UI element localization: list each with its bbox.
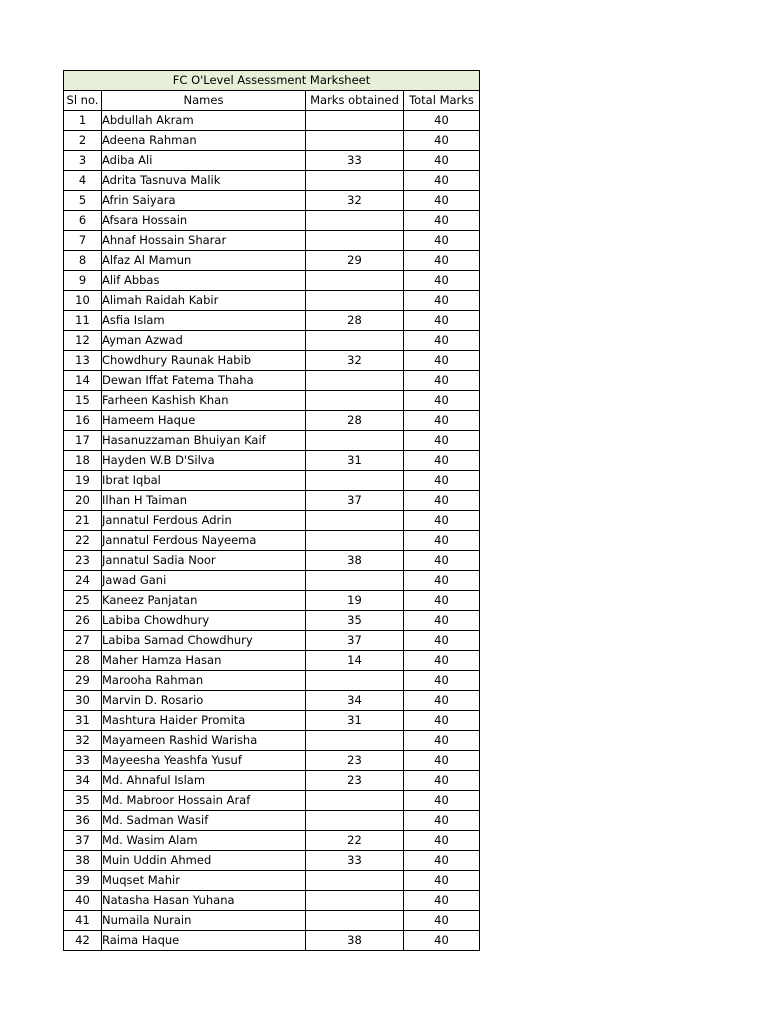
table-row bbox=[64, 131, 480, 151]
cell-name[interactable]: Alimah Raidah Kabir bbox=[102, 291, 306, 311]
cell-total-marks[interactable]: 40 bbox=[404, 171, 480, 191]
cell-name[interactable]: Muin Uddin Ahmed bbox=[102, 851, 306, 871]
cell-marks-obtained[interactable] bbox=[306, 891, 404, 911]
cell-total-marks[interactable]: 40 bbox=[404, 471, 480, 491]
cell-total-marks[interactable]: 40 bbox=[404, 571, 480, 591]
cell-name[interactable]: Labiba Samad Chowdhury bbox=[102, 631, 306, 651]
table-row bbox=[64, 571, 480, 591]
cell-name[interactable]: Adrita Tasnuva Malik bbox=[102, 171, 306, 191]
cell-sl-no[interactable]: 26 bbox=[64, 611, 102, 631]
cell-name[interactable]: Abdullah Akram bbox=[102, 111, 306, 131]
table-row bbox=[64, 511, 480, 531]
cell-sl-no[interactable]: 33 bbox=[64, 751, 102, 771]
table-row bbox=[64, 871, 480, 891]
title-row bbox=[64, 71, 480, 91]
cell-sl-no[interactable]: 8 bbox=[64, 251, 102, 271]
cell-name[interactable]: Raima Haque bbox=[102, 931, 306, 951]
table-row bbox=[64, 351, 480, 371]
cell-name[interactable]: Jannatul Ferdous Nayeema bbox=[102, 531, 306, 551]
cell-marks-obtained[interactable]: 38 bbox=[306, 931, 404, 951]
table-row bbox=[64, 431, 480, 451]
cell-total-marks[interactable]: 40 bbox=[404, 251, 480, 271]
cell-total-marks[interactable]: 40 bbox=[404, 451, 480, 471]
cell-marks-obtained[interactable]: 33 bbox=[306, 851, 404, 871]
cell-marks-obtained[interactable] bbox=[306, 111, 404, 131]
cell-marks-obtained[interactable] bbox=[306, 331, 404, 351]
cell-sl-no[interactable]: 31 bbox=[64, 711, 102, 731]
cell-total-marks[interactable]: 40 bbox=[404, 791, 480, 811]
table-row bbox=[64, 171, 480, 191]
cell-marks-obtained[interactable] bbox=[306, 471, 404, 491]
cell-total-marks[interactable]: 40 bbox=[404, 911, 480, 931]
cell-sl-no[interactable]: 30 bbox=[64, 691, 102, 711]
cell-sl-no[interactable]: 34 bbox=[64, 771, 102, 791]
cell-sl-no[interactable]: 4 bbox=[64, 171, 102, 191]
cell-marks-obtained[interactable] bbox=[306, 131, 404, 151]
cell-total-marks[interactable]: 40 bbox=[404, 111, 480, 131]
table-row bbox=[64, 671, 480, 691]
table-row bbox=[64, 251, 480, 271]
cell-sl-no[interactable]: 42 bbox=[64, 931, 102, 951]
cell-sl-no[interactable]: 7 bbox=[64, 231, 102, 251]
cell-total-marks[interactable]: 40 bbox=[404, 311, 480, 331]
cell-name[interactable]: Mayeesha Yeashfa Yusuf bbox=[102, 751, 306, 771]
cell-marks-obtained[interactable]: 32 bbox=[306, 191, 404, 211]
table-row bbox=[64, 691, 480, 711]
cell-total-marks[interactable]: 40 bbox=[404, 891, 480, 911]
cell-marks-obtained[interactable]: 31 bbox=[306, 451, 404, 471]
cell-marks-obtained[interactable] bbox=[306, 571, 404, 591]
cell-total-marks[interactable]: 40 bbox=[404, 751, 480, 771]
cell-marks-obtained[interactable]: 23 bbox=[306, 771, 404, 791]
table-row bbox=[64, 471, 480, 491]
cell-sl-no[interactable]: 28 bbox=[64, 651, 102, 671]
table-row bbox=[64, 931, 480, 951]
cell-name[interactable]: Hameem Haque bbox=[102, 411, 306, 431]
cell-name[interactable]: Labiba Chowdhury bbox=[102, 611, 306, 631]
cell-marks-obtained[interactable] bbox=[306, 671, 404, 691]
cell-marks-obtained[interactable] bbox=[306, 371, 404, 391]
cell-marks-obtained[interactable]: 28 bbox=[306, 411, 404, 431]
cell-marks-obtained[interactable] bbox=[306, 211, 404, 231]
cell-total-marks[interactable]: 40 bbox=[404, 191, 480, 211]
cell-marks-obtained[interactable] bbox=[306, 391, 404, 411]
cell-sl-no[interactable]: 37 bbox=[64, 831, 102, 851]
cell-total-marks[interactable]: 40 bbox=[404, 431, 480, 451]
marksheet-table bbox=[63, 70, 480, 951]
cell-name[interactable]: Ayman Azwad bbox=[102, 331, 306, 351]
cell-total-marks[interactable]: 40 bbox=[404, 711, 480, 731]
cell-total-marks[interactable]: 40 bbox=[404, 691, 480, 711]
table-row bbox=[64, 711, 480, 731]
cell-total-marks[interactable]: 40 bbox=[404, 731, 480, 751]
cell-marks-obtained[interactable] bbox=[306, 431, 404, 451]
cell-name[interactable]: Ahnaf Hossain Sharar bbox=[102, 231, 306, 251]
cell-name[interactable]: Ibrat Iqbal bbox=[102, 471, 306, 491]
cell-total-marks[interactable]: 40 bbox=[404, 771, 480, 791]
cell-sl-no[interactable]: 38 bbox=[64, 851, 102, 871]
cell-name[interactable]: Md. Wasim Alam bbox=[102, 831, 306, 851]
table-row bbox=[64, 611, 480, 631]
cell-name[interactable]: Maher Hamza Hasan bbox=[102, 651, 306, 671]
cell-marks-obtained[interactable]: 23 bbox=[306, 751, 404, 771]
table-row bbox=[64, 811, 480, 831]
header-sl-no: Sl no. bbox=[64, 91, 102, 111]
cell-sl-no[interactable]: 22 bbox=[64, 531, 102, 551]
cell-total-marks[interactable]: 40 bbox=[404, 611, 480, 631]
cell-name[interactable]: Jannatul Ferdous Adrin bbox=[102, 511, 306, 531]
cell-name[interactable]: Jannatul Sadia Noor bbox=[102, 551, 306, 571]
cell-total-marks[interactable]: 40 bbox=[404, 351, 480, 371]
cell-total-marks[interactable]: 40 bbox=[404, 651, 480, 671]
table-row bbox=[64, 731, 480, 751]
cell-sl-no[interactable]: 18 bbox=[64, 451, 102, 471]
cell-total-marks[interactable]: 40 bbox=[404, 551, 480, 571]
cell-marks-obtained[interactable]: 22 bbox=[306, 831, 404, 851]
table-row bbox=[64, 111, 480, 131]
cell-marks-obtained[interactable]: 38 bbox=[306, 551, 404, 571]
cell-marks-obtained[interactable] bbox=[306, 811, 404, 831]
cell-name[interactable]: Md. Ahnaful Islam bbox=[102, 771, 306, 791]
cell-total-marks[interactable]: 40 bbox=[404, 811, 480, 831]
cell-name[interactable]: Asfia Islam bbox=[102, 311, 306, 331]
cell-name[interactable]: Alfaz Al Mamun bbox=[102, 251, 306, 271]
cell-total-marks[interactable]: 40 bbox=[404, 211, 480, 231]
table-row bbox=[64, 311, 480, 331]
cell-marks-obtained[interactable]: 34 bbox=[306, 691, 404, 711]
cell-marks-obtained[interactable]: 31 bbox=[306, 711, 404, 731]
cell-marks-obtained[interactable] bbox=[306, 231, 404, 251]
cell-total-marks[interactable]: 40 bbox=[404, 131, 480, 151]
cell-marks-obtained[interactable]: 35 bbox=[306, 611, 404, 631]
cell-sl-no[interactable]: 35 bbox=[64, 791, 102, 811]
cell-marks-obtained[interactable]: 37 bbox=[306, 631, 404, 651]
header-total-marks: Total Marks bbox=[404, 91, 480, 111]
cell-name[interactable]: Md. Sadman Wasif bbox=[102, 811, 306, 831]
cell-sl-no[interactable]: 39 bbox=[64, 871, 102, 891]
cell-total-marks[interactable]: 40 bbox=[404, 331, 480, 351]
cell-total-marks[interactable]: 40 bbox=[404, 931, 480, 951]
cell-name[interactable]: Ilhan H Taiman bbox=[102, 491, 306, 511]
cell-marks-obtained[interactable]: 19 bbox=[306, 591, 404, 611]
cell-total-marks[interactable]: 40 bbox=[404, 871, 480, 891]
table-row bbox=[64, 551, 480, 571]
cell-name[interactable]: Chowdhury Raunak Habib bbox=[102, 351, 306, 371]
table-row bbox=[64, 751, 480, 771]
cell-name[interactable]: Kaneez Panjatan bbox=[102, 591, 306, 611]
table-row bbox=[64, 291, 480, 311]
cell-sl-no[interactable]: 3 bbox=[64, 151, 102, 171]
cell-name[interactable]: Afsara Hossain bbox=[102, 211, 306, 231]
cell-name[interactable]: Marooha Rahman bbox=[102, 671, 306, 691]
cell-sl-no[interactable]: 11 bbox=[64, 311, 102, 331]
cell-total-marks[interactable]: 40 bbox=[404, 631, 480, 651]
cell-marks-obtained[interactable] bbox=[306, 791, 404, 811]
cell-sl-no[interactable]: 16 bbox=[64, 411, 102, 431]
cell-sl-no[interactable]: 23 bbox=[64, 551, 102, 571]
table-row bbox=[64, 911, 480, 931]
table-row bbox=[64, 591, 480, 611]
table-row bbox=[64, 451, 480, 471]
cell-sl-no[interactable]: 24 bbox=[64, 571, 102, 591]
table-row bbox=[64, 371, 480, 391]
cell-total-marks[interactable]: 40 bbox=[404, 511, 480, 531]
table-row bbox=[64, 771, 480, 791]
cell-total-marks[interactable]: 40 bbox=[404, 491, 480, 511]
cell-marks-obtained[interactable] bbox=[306, 531, 404, 551]
cell-name[interactable]: Hasanuzzaman Bhuiyan Kaif bbox=[102, 431, 306, 451]
cell-name[interactable]: Adeena Rahman bbox=[102, 131, 306, 151]
cell-sl-no[interactable]: 14 bbox=[64, 371, 102, 391]
table-row bbox=[64, 831, 480, 851]
cell-sl-no[interactable]: 27 bbox=[64, 631, 102, 651]
cell-total-marks[interactable]: 40 bbox=[404, 671, 480, 691]
cell-sl-no[interactable]: 12 bbox=[64, 331, 102, 351]
cell-name[interactable]: Farheen Kashish Khan bbox=[102, 391, 306, 411]
cell-sl-no[interactable]: 25 bbox=[64, 591, 102, 611]
cell-name[interactable]: Afrin Saiyara bbox=[102, 191, 306, 211]
cell-marks-obtained[interactable]: 32 bbox=[306, 351, 404, 371]
cell-marks-obtained[interactable]: 37 bbox=[306, 491, 404, 511]
cell-sl-no[interactable]: 41 bbox=[64, 911, 102, 931]
table-row bbox=[64, 391, 480, 411]
cell-total-marks[interactable]: 40 bbox=[404, 231, 480, 251]
cell-sl-no[interactable]: 29 bbox=[64, 671, 102, 691]
cell-marks-obtained[interactable] bbox=[306, 911, 404, 931]
cell-sl-no[interactable]: 1 bbox=[64, 111, 102, 131]
cell-name[interactable]: Marvin D. Rosario bbox=[102, 691, 306, 711]
table-row bbox=[64, 151, 480, 171]
cell-total-marks[interactable]: 40 bbox=[404, 591, 480, 611]
cell-marks-obtained[interactable]: 14 bbox=[306, 651, 404, 671]
cell-total-marks[interactable]: 40 bbox=[404, 291, 480, 311]
header-marks-obtained: Marks obtained bbox=[306, 91, 404, 111]
cell-name[interactable]: Natasha Hasan Yuhana bbox=[102, 891, 306, 911]
table-row bbox=[64, 191, 480, 211]
cell-sl-no[interactable]: 21 bbox=[64, 511, 102, 531]
table-row bbox=[64, 531, 480, 551]
cell-sl-no[interactable]: 20 bbox=[64, 491, 102, 511]
cell-sl-no[interactable]: 6 bbox=[64, 211, 102, 231]
cell-sl-no[interactable]: 13 bbox=[64, 351, 102, 371]
cell-name[interactable]: Mayameen Rashid Warisha bbox=[102, 731, 306, 751]
cell-name[interactable]: Hayden W.B D'Silva bbox=[102, 451, 306, 471]
cell-sl-no[interactable]: 17 bbox=[64, 431, 102, 451]
table-row bbox=[64, 851, 480, 871]
header-names: Names bbox=[102, 91, 306, 111]
cell-total-marks[interactable]: 40 bbox=[404, 851, 480, 871]
cell-marks-obtained[interactable] bbox=[306, 511, 404, 531]
cell-sl-no[interactable]: 32 bbox=[64, 731, 102, 751]
sheet-title: FC O'Level Assessment Marksheet bbox=[64, 71, 480, 91]
cell-sl-no[interactable]: 5 bbox=[64, 191, 102, 211]
cell-total-marks[interactable]: 40 bbox=[404, 831, 480, 851]
table-row bbox=[64, 411, 480, 431]
cell-sl-no[interactable]: 2 bbox=[64, 131, 102, 151]
table-row bbox=[64, 491, 480, 511]
cell-total-marks[interactable]: 40 bbox=[404, 531, 480, 551]
cell-sl-no[interactable]: 10 bbox=[64, 291, 102, 311]
cell-marks-obtained[interactable] bbox=[306, 291, 404, 311]
table-row bbox=[64, 211, 480, 231]
table-row bbox=[64, 891, 480, 911]
cell-sl-no[interactable]: 36 bbox=[64, 811, 102, 831]
cell-name[interactable]: Alif Abbas bbox=[102, 271, 306, 291]
cell-marks-obtained[interactable]: 28 bbox=[306, 311, 404, 331]
cell-name[interactable]: Numaila Nurain bbox=[102, 911, 306, 931]
cell-marks-obtained[interactable] bbox=[306, 731, 404, 751]
cell-total-marks[interactable]: 40 bbox=[404, 151, 480, 171]
table-row bbox=[64, 231, 480, 251]
table-row bbox=[64, 331, 480, 351]
cell-name[interactable]: Muqset Mahir bbox=[102, 871, 306, 891]
cell-sl-no[interactable]: 19 bbox=[64, 471, 102, 491]
table-row bbox=[64, 791, 480, 811]
header-row bbox=[64, 91, 480, 111]
cell-name[interactable]: Dewan Iffat Fatema Thaha bbox=[102, 371, 306, 391]
table-row bbox=[64, 271, 480, 291]
cell-sl-no[interactable]: 9 bbox=[64, 271, 102, 291]
cell-sl-no[interactable]: 40 bbox=[64, 891, 102, 911]
cell-marks-obtained[interactable]: 29 bbox=[306, 251, 404, 271]
cell-name[interactable]: Mashtura Haider Promita bbox=[102, 711, 306, 731]
cell-marks-obtained[interactable] bbox=[306, 271, 404, 291]
cell-total-marks[interactable]: 40 bbox=[404, 371, 480, 391]
cell-total-marks[interactable]: 40 bbox=[404, 271, 480, 291]
cell-sl-no[interactable]: 15 bbox=[64, 391, 102, 411]
table-row bbox=[64, 651, 480, 671]
cell-marks-obtained[interactable] bbox=[306, 171, 404, 191]
cell-total-marks[interactable]: 40 bbox=[404, 391, 480, 411]
cell-name[interactable]: Md. Mabroor Hossain Araf bbox=[102, 791, 306, 811]
cell-name[interactable]: Jawad Gani bbox=[102, 571, 306, 591]
cell-marks-obtained[interactable]: 33 bbox=[306, 151, 404, 171]
cell-total-marks[interactable]: 40 bbox=[404, 411, 480, 431]
cell-name[interactable]: Adiba Ali bbox=[102, 151, 306, 171]
cell-marks-obtained[interactable] bbox=[306, 871, 404, 891]
table-row bbox=[64, 631, 480, 651]
